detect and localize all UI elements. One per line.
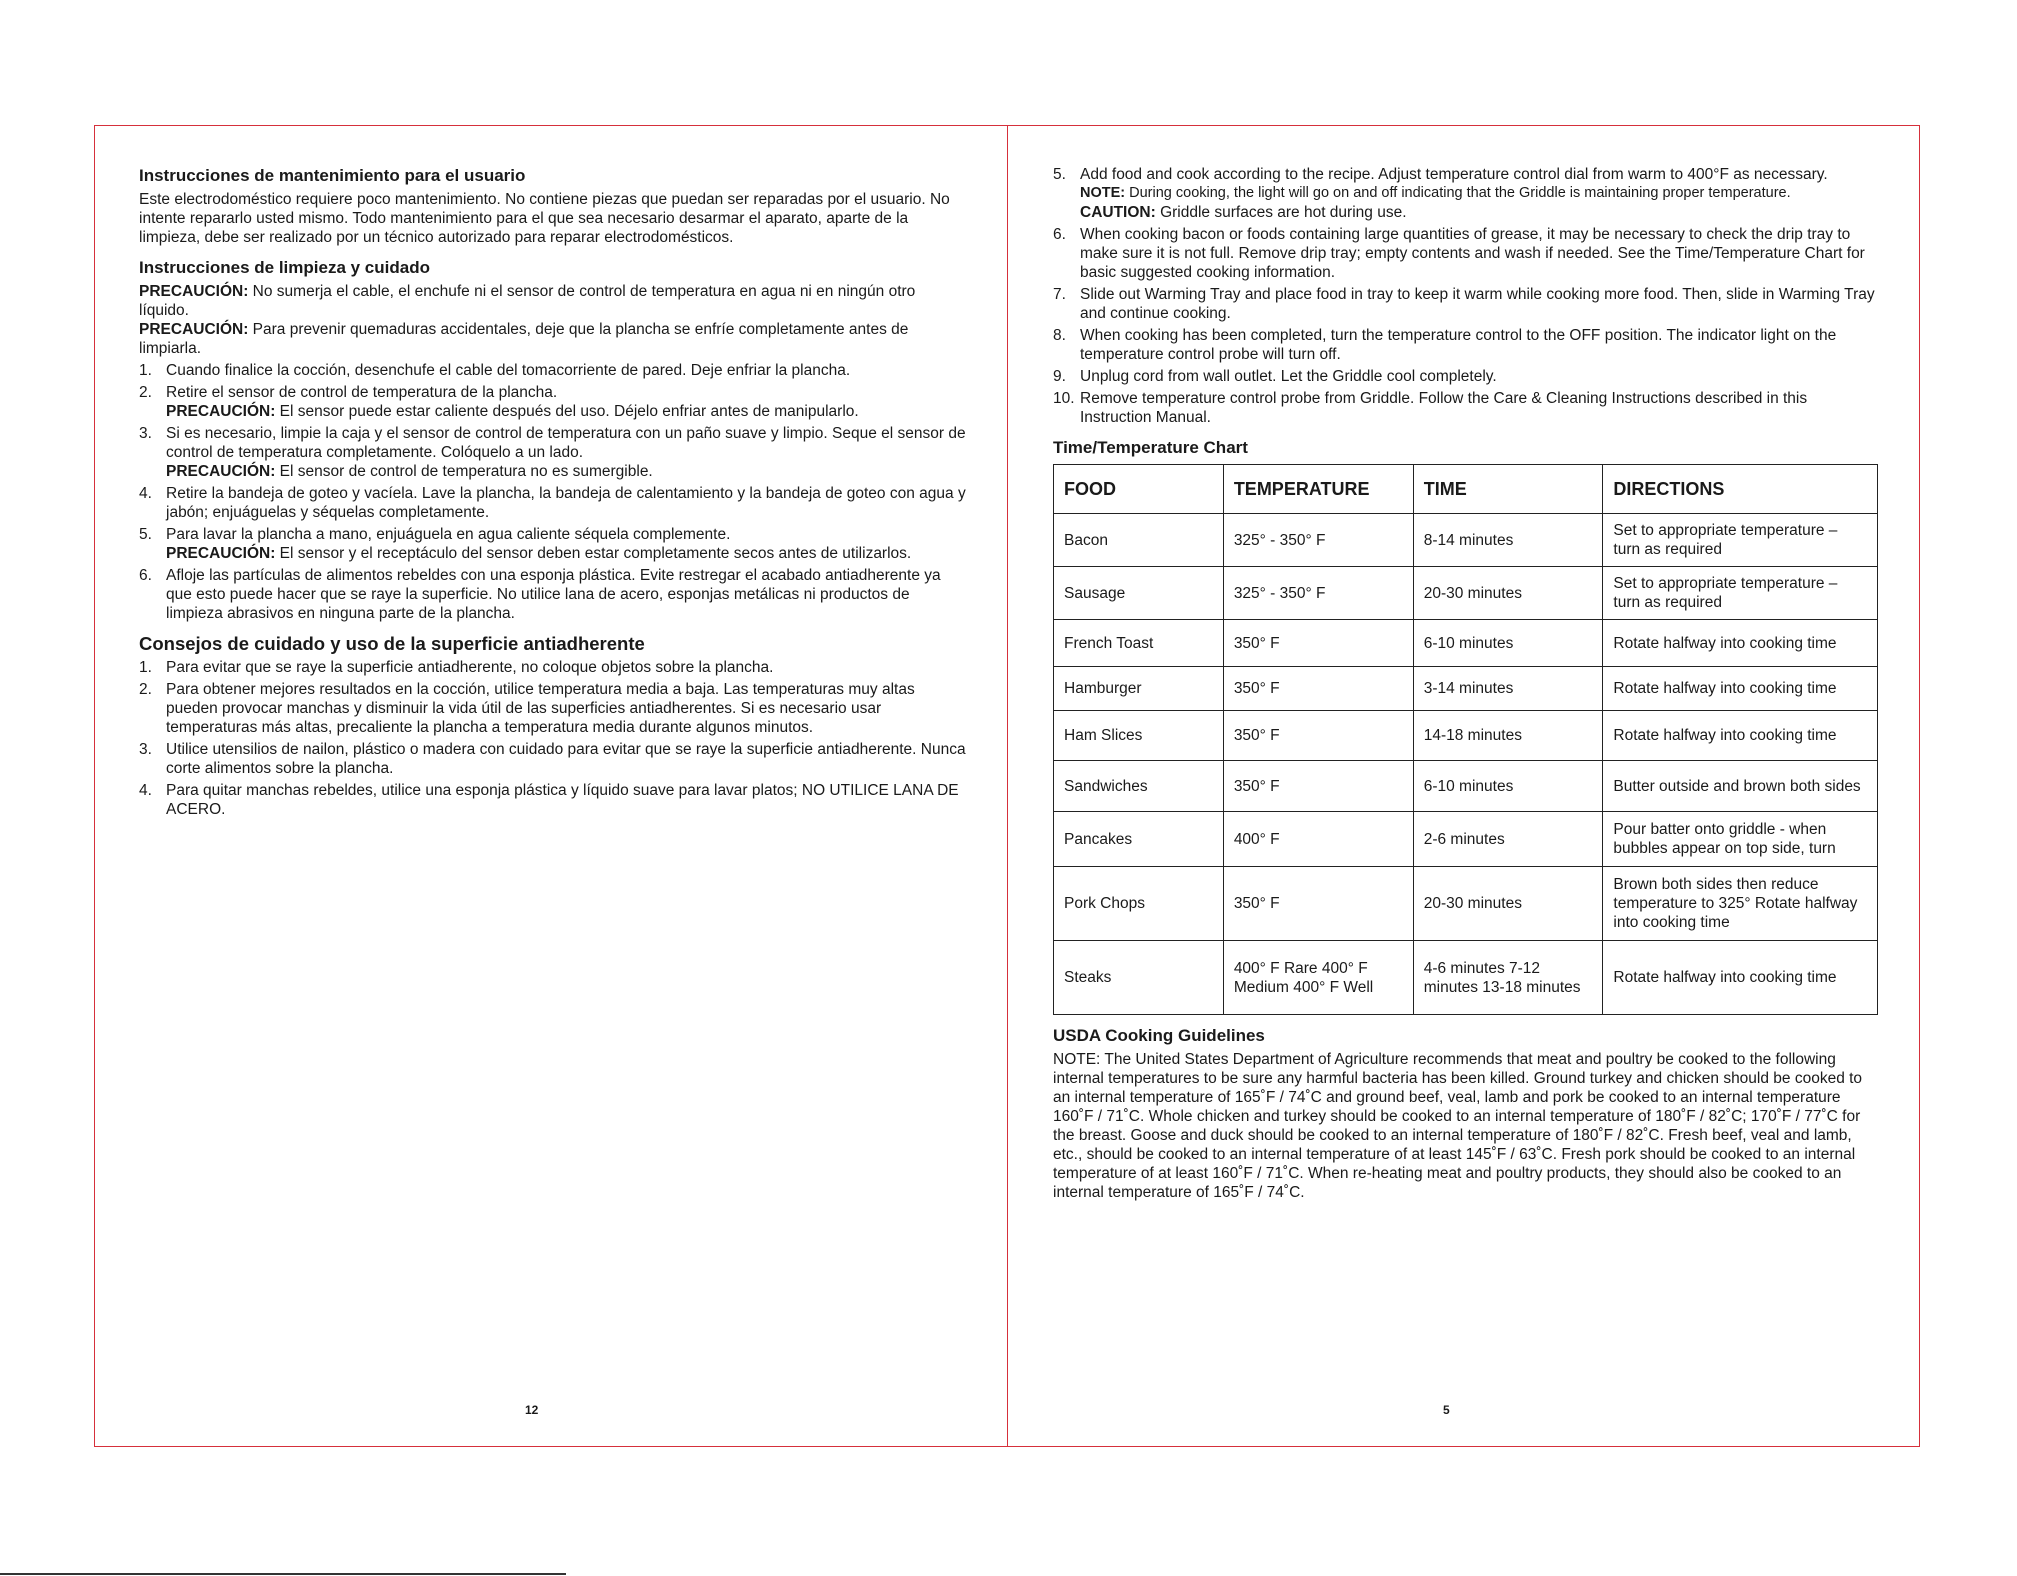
cell-directions: Pour batter onto griddle - when bubbles appear on top side, turn	[1603, 812, 1878, 867]
cell-food: Ham Slices	[1054, 711, 1224, 761]
list-item: 3. Si es necesario, limpie la caja y el sensor de control de temperatura con un paño suave y limpio. Seque el sensor de control de temperatura completamente. Colóquelo a un lado. PRECAUCIÓN: El sensor de control de temperatura no es sumergible.	[139, 425, 966, 480]
cell-time: 20-30 minutes	[1413, 567, 1603, 620]
usage-steps	[1053, 165, 1879, 427]
cell-food: Bacon	[1054, 514, 1224, 567]
usda-body: NOTE: The United States Department of Agriculture recommends that meat and poultry be cooked to the following internal temperatures to be sure any harmful bacteria has been killed. Ground turkey and chicken should be cooked to an internal temperature of 165˚F / 74˚C and ground beef, veal, lamb and pork be cooked to an internal temperature 160˚F / 71˚C. Whole chicken and turkey should be cooked to an internal temperature of 180˚F / 82˚C; 170˚F / 77˚C for the breast. Goose and duck should be cooked to an internal temperature of 180˚F / 82˚C. Fresh beef, veal and lamb, etc., should be cooked to an internal temperature of at least 145˚F / 63˚C. Fresh pork should be cooked to an internal temperature of at least 160˚F / 71˚C. When re-heating meat and poultry products, they should also be cooked to an internal temperature of 165˚F / 74˚C.	[1053, 1051, 1863, 1201]
cell-directions: Brown both sides then reduce temperature to 325° Rotate halfway into cooking time	[1603, 867, 1878, 941]
list-item: 1. Cuando finalice la cocción, desenchufe el cable del tomacorriente de pared. Deje enfriar la plancha.	[139, 362, 851, 379]
table-row	[1054, 567, 1878, 620]
cell-temperature: 350° F	[1223, 761, 1413, 812]
cell-food: Sandwiches	[1054, 761, 1224, 812]
list-item: 6. When cooking bacon or foods containing large quantities of grease, it may be necessary to check the drip tray to make sure it is not full. Remove drip tray; empty contents and wash if needed. See the Time/Temperature Chart for basic suggested cooking information.	[1053, 226, 1865, 281]
header-directions: DIRECTIONS	[1603, 465, 1878, 514]
table-row	[1054, 711, 1878, 761]
bottom-rule	[0, 1573, 566, 1575]
header-food: FOOD	[1054, 465, 1224, 514]
maintenance-heading: Instrucciones de mantenimiento para el usuario	[139, 166, 526, 185]
list-item: 9. Unplug cord from wall outlet. Let the Griddle cool completely.	[1053, 368, 1497, 385]
table-header-row	[1054, 465, 1878, 514]
cell-time: 14-18 minutes	[1413, 711, 1603, 761]
cell-directions: Rotate halfway into cooking time	[1603, 667, 1878, 711]
list-item: 8. When cooking has been completed, turn the temperature control to the OFF position. The indicator light on the temperature control probe will turn off.	[1053, 327, 1837, 363]
cell-directions: Set to appropriate temperature – turn as required	[1603, 567, 1878, 620]
caution-line: CAUTION: Griddle surfaces are hot during use.	[1080, 204, 1407, 221]
right-page-number: 5	[1443, 1403, 1450, 1417]
cell-temperature: 325° - 350° F	[1223, 567, 1413, 620]
list-item: 3. Utilice utensilios de nailon, plástico o madera con cuidado para evitar que se raye la superficie antiadherente. Nunca corte alimentos sobre la plancha.	[139, 741, 966, 777]
page-divider	[1007, 125, 1008, 1447]
cell-time: 3-14 minutes	[1413, 667, 1603, 711]
cleaning-caution-2: PRECAUCIÓN: Para prevenir quemaduras accidentales, deje que la plancha se enfríe completamente antes de limpiarla.	[139, 321, 909, 357]
usda-heading: USDA Cooking Guidelines	[1053, 1026, 1265, 1045]
list-item: 2. Para obtener mejores resultados en la cocción, utilice temperatura media a baja. Las temperaturas muy altas pueden provocar manchas y disminuir la vida útil de las superficies antiadherentes. Si es necesario usar temperaturas más altas, precaliente la plancha a temperatura media durante algunos minutos.	[139, 681, 915, 736]
cell-directions: Rotate halfway into cooking time	[1603, 941, 1878, 1015]
cell-food: Pork Chops	[1054, 867, 1224, 941]
list-item: 4. Retire la bandeja de goteo y vacíela. Lave la plancha, la bandeja de calentamiento y la bandeja de goteo con agua y jabón; enjuáguelas y séquelas completamente.	[139, 485, 966, 521]
cell-food: Steaks	[1054, 941, 1224, 1015]
cell-food: French Toast	[1054, 620, 1224, 667]
maintenance-body: Este electrodoméstico requiere poco mantenimiento. No contiene piezas que puedan ser reparadas por el usuario. No intente repararlo usted mismo. Todo mantenimiento para el que sea necesario desarmar el aparato, aparte de la limpieza, debe ser realizado por un técnico autorizado para reparar electrodomésticos.	[139, 191, 950, 246]
time-temperature-table	[1053, 464, 1878, 1015]
table-row	[1054, 867, 1878, 941]
cleaning-heading: Instrucciones de limpieza y cuidado	[139, 258, 430, 277]
table-row	[1054, 620, 1878, 667]
table-row	[1054, 514, 1878, 567]
left-page	[139, 165, 969, 822]
table-row	[1054, 761, 1878, 812]
cell-time: 8-14 minutes	[1413, 514, 1603, 567]
list-item: 6. Afloje las partículas de alimentos rebeldes con una esponja plástica. Evite restregar el acabado antiadherente ya que esto puede hacer que se raye la superficie. No utilice lana de acero, esponjas metálicas ni productos de limpieza abrasivos en ninguna parte de la plancha.	[139, 567, 941, 622]
cell-time: 6-10 minutes	[1413, 761, 1603, 812]
list-item: 5. Add food and cook according to the recipe. Adjust temperature control dial from warm to 400°F as necessary. NOTE: During cooking, the light will go on and off indicating that the Griddle is maintaining proper temperature. CAUTION: Griddle surfaces are hot during use.	[1053, 165, 1879, 222]
cleaning-caution-1: PRECAUCIÓN: No sumerja el cable, el enchufe ni el sensor de control de temperatura en agua ni en ningún otro líquido.	[139, 283, 916, 319]
cell-time: 2-6 minutes	[1413, 812, 1603, 867]
cell-time: 4-6 minutes 7-12 minutes 13-18 minutes	[1413, 941, 1603, 1015]
cell-directions: Rotate halfway into cooking time	[1603, 620, 1878, 667]
list-item: 10. Remove temperature control probe from Griddle. Follow the Care & Cleaning Instructions described in this Instruction Manual.	[1053, 390, 1808, 426]
note-line: NOTE: During cooking, the light will go on and off indicating that the Griddle is maintaining proper temperature.	[1080, 185, 1791, 201]
cell-temperature: 350° F	[1223, 620, 1413, 667]
list-item: 2. Retire el sensor de control de temperatura de la plancha. PRECAUCIÓN: El sensor puede estar caliente después del uso. Déjelo enfriar antes de manipularlo.	[139, 384, 859, 420]
list-item: 5. Para lavar la plancha a mano, enjuáguela en agua caliente séquela complemente. PRECAUCIÓN: El sensor y el receptáculo del sensor deben estar completamente secos antes de utilizarlos.	[139, 526, 912, 562]
cell-temperature: 400° F Rare 400° F Medium 400° F Well	[1223, 941, 1413, 1015]
table-row	[1054, 667, 1878, 711]
nonstick-tips	[139, 658, 969, 819]
cell-time: 20-30 minutes	[1413, 867, 1603, 941]
table-row	[1054, 941, 1878, 1015]
cell-temperature: 400° F	[1223, 812, 1413, 867]
cell-directions: Rotate halfway into cooking time	[1603, 711, 1878, 761]
cell-temperature: 350° F	[1223, 867, 1413, 941]
right-page	[1053, 165, 1879, 1202]
nonstick-heading: Consejos de cuidado y uso de la superficie antiadherente	[139, 633, 645, 654]
table-row	[1054, 812, 1878, 867]
cell-temperature: 350° F	[1223, 711, 1413, 761]
cell-food: Sausage	[1054, 567, 1224, 620]
cell-temperature: 325° - 350° F	[1223, 514, 1413, 567]
cell-directions: Set to appropriate temperature – turn as required	[1603, 514, 1878, 567]
cell-directions: Butter outside and brown both sides	[1603, 761, 1878, 812]
header-temperature: TEMPERATURE	[1223, 465, 1413, 514]
header-time: TIME	[1413, 465, 1603, 514]
cleaning-steps	[139, 361, 969, 623]
list-item: 1. Para evitar que se raye la superficie antiadherente, no coloque objetos sobre la plancha.	[139, 659, 774, 676]
cell-temperature: 350° F	[1223, 667, 1413, 711]
cell-time: 6-10 minutes	[1413, 620, 1603, 667]
list-item: 7. Slide out Warming Tray and place food in tray to keep it warm while cooking more food. Then, slide in Warming Tray and continue cooking.	[1053, 286, 1875, 322]
left-page-number: 12	[525, 1403, 539, 1417]
cell-food: Pancakes	[1054, 812, 1224, 867]
cell-food: Hamburger	[1054, 667, 1224, 711]
chart-heading: Time/Temperature Chart	[1053, 438, 1248, 457]
list-item: 4. Para quitar manchas rebeldes, utilice una esponja plástica y líquido suave para lavar platos; NO UTILICE LANA DE ACERO.	[139, 782, 959, 818]
